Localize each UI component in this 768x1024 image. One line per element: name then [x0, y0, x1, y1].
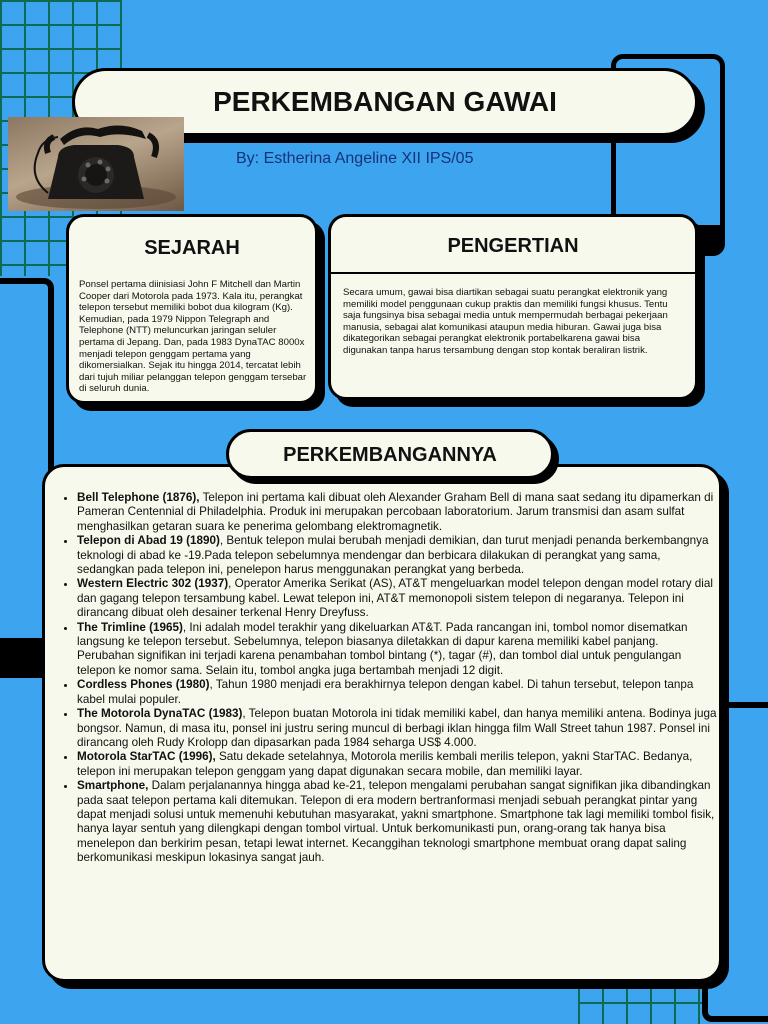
author-byline: By: Estherina Angeline XII IPS/05: [236, 150, 474, 167]
sejarah-body: Ponsel pertama diinisiasi John F Mitchell dan Martin Cooper dari Motorola pada 1973. Kala itu, perangkat telepon tersebut memiliki bobot dua kilogram (Kg). Kemudian, pada 1979 Nippon Telegraph and Telephone (NTT) meluncurkan jaringan seluler pertama di Jepang. Dan, pada 1983 DynaTAC 8000x menjadi telepon genggam pertama yang dikomersialkan. Sejak itu hingga 2014, tercatat lebih dari tujuh miliar pelanggan telepon genggam tersebar di seluruh dunia.: [79, 279, 307, 395]
timeline-list-item: [77, 621, 717, 679]
timeline-list-item: [77, 577, 717, 620]
timeline-item-text: Telepon ini pertama kali dibuat oleh Alexander Graham Bell di mana saat sedang itu dipamerkan di Pameran Centennial di Philadelphia. Produk ini merupakan percobaan laboratorium. Jarum transmisi dan asam sulfat menghasilkan getaran suara ke penerima gelombang elektromagnetik.: [77, 491, 714, 533]
perkembangan-heading: PERKEMBANGANNYA: [283, 444, 497, 466]
timeline-item-text: Dalam perjalanannya hingga abad ke-21, telepon mengalami perubahan sangat signifikan jika dibandingkan pada saat telepon pertama kali ditemukan. Telepon di era modern bertranformasi menjadi sebuah perangkat pintar yang dapat menjadi solusi untuk memenuhi kebutuhan masyarakat, yakni smartphone. Smartphone tak lagi memiliki tombol fisik, hanya layar sentuh yang dilengkapi dengan tombol virtual. Untuk berkomunikasti pun, orang-orang tak hanya bisa menelepon dan berkirim pesan, tetapi lewat internet. Kecanggihan teknologi smartphone membuat orang dapat saling berkomunikasi meskipun lokasinya sangat jauh.: [77, 779, 715, 865]
perkembangan-heading-pill: [226, 429, 554, 479]
perkembangan-list: [59, 491, 717, 866]
timeline-list-item: [77, 750, 717, 779]
poster-title: PERKEMBANGAN GAWAI: [213, 86, 557, 117]
timeline-item-term: Bell Telephone (1876),: [77, 491, 200, 504]
telephone-photo: [8, 117, 184, 211]
pengertian-card: [328, 214, 698, 400]
timeline-item-text: , Ini adalah model terakhir yang dikeluarkan AT&T. Pada rancangan ini, tombol nomor disematkan langsung ke telepon tersebut. Sebelumnya, telepon biasanya diletakkan di dapur karena memiliki kabel panjang. Perubahan signifikan ini terjadi karena penambahan tombol bintang (*), tagar (#), dan tombol dial untuk pengulangan telepon ke nomor sama. Selain itu, tombol angka juga bertambah menjadi 12 digit.: [77, 620, 688, 677]
sejarah-heading: SEJARAH: [144, 237, 240, 259]
pengertian-divider: [331, 272, 695, 274]
timeline-list-item: [77, 779, 717, 865]
pengertian-heading: PENGERTIAN: [447, 235, 579, 257]
sejarah-card: [66, 214, 318, 404]
timeline-list-item: [77, 491, 717, 534]
timeline-item-term: Smartphone,: [77, 779, 149, 793]
timeline-item-text: , Tahun 1980 menjadi era berakhirnya telepon dengan kabel. Di tahun tersebut, telepon tanpa kabel mulai populer.: [77, 678, 694, 706]
timeline-item-term: Western Electric 302 (1937): [77, 577, 229, 591]
timeline-item-term: Cordless Phones (1980): [77, 678, 210, 692]
timeline-item-text: , Telepon buatan Motorola ini tidak memiliki kabel, dan hanya memiliki antena. Bodinya juga bongsor. Namun, di masa itu, ponsel ini justru sering muncul di berbagi iklan hingga film Wall Street tahun 1987. Ponsel ini dirancang oleh Rudy Krolopp dan dipasarkan pada 1984 seharga US$ 4.000.: [77, 707, 717, 749]
timeline-list-item: [77, 678, 717, 707]
timeline-item-term: The Trimline (1965): [77, 620, 183, 634]
timeline-item-text: , Operator Amerika Serikat (AS), AT&T mengeluarkan model telepon dengan model rotary dial dan gagang telepon tersambung kabel. Lewat telepon ini, AT&T memonopoli sistem telepon di negaranya. Telepon ini dirancang dibuat oleh desainer terkenal Henry Dreyfuss.: [77, 577, 713, 620]
timeline-item-text: Satu dekade setelahnya, Motorola merilis kembali merilis telepon, yakni StarTAC. Bedanya, telepon ini merupakan telepon genggam yang dapat digunakan secara mobile, dan memiliki layar.: [77, 750, 693, 778]
timeline-item-term: Motorola StarTAC (1996),: [77, 750, 216, 764]
timeline-list-item: [77, 534, 717, 577]
timeline-item-term: The Motorola DynaTAC (1983): [77, 707, 243, 721]
timeline-item-text: , Bentuk telepon mulai berubah menjadi demikian, dan turut menjadi penanda berkembangnya teknologi di abad ke -19.Pada telepon sebelumnya mendengar dan berbicara dilakukan di perangkat yang sama, sedangkan pada telepon ini, penelepon harus menggunakan perangkat yang berbeda.: [77, 534, 709, 577]
timeline-item-term: Telepon di Abad 19 (1890): [77, 534, 220, 548]
timeline-list-item: [77, 707, 717, 750]
pengertian-body: Secara umum, gawai bisa diartikan sebagai suatu perangkat elektronik yang memiliki model penggunaan cukup praktis dan memiliki fungsi khusus. Tentu saja fungsinya bisa sebagai media untuk mempermudah berbagai pekerjaan manusia, sebagai alat komunikasi ataupun media hiburan. Gawai juga bisa dikategorikan sebagai perangkat elektronik portabelkarena gawai bisa digunakan tanpa harus tersambung dengan stop kontak beraliran listrik.: [343, 287, 668, 356]
perkembangan-card: [42, 464, 722, 982]
